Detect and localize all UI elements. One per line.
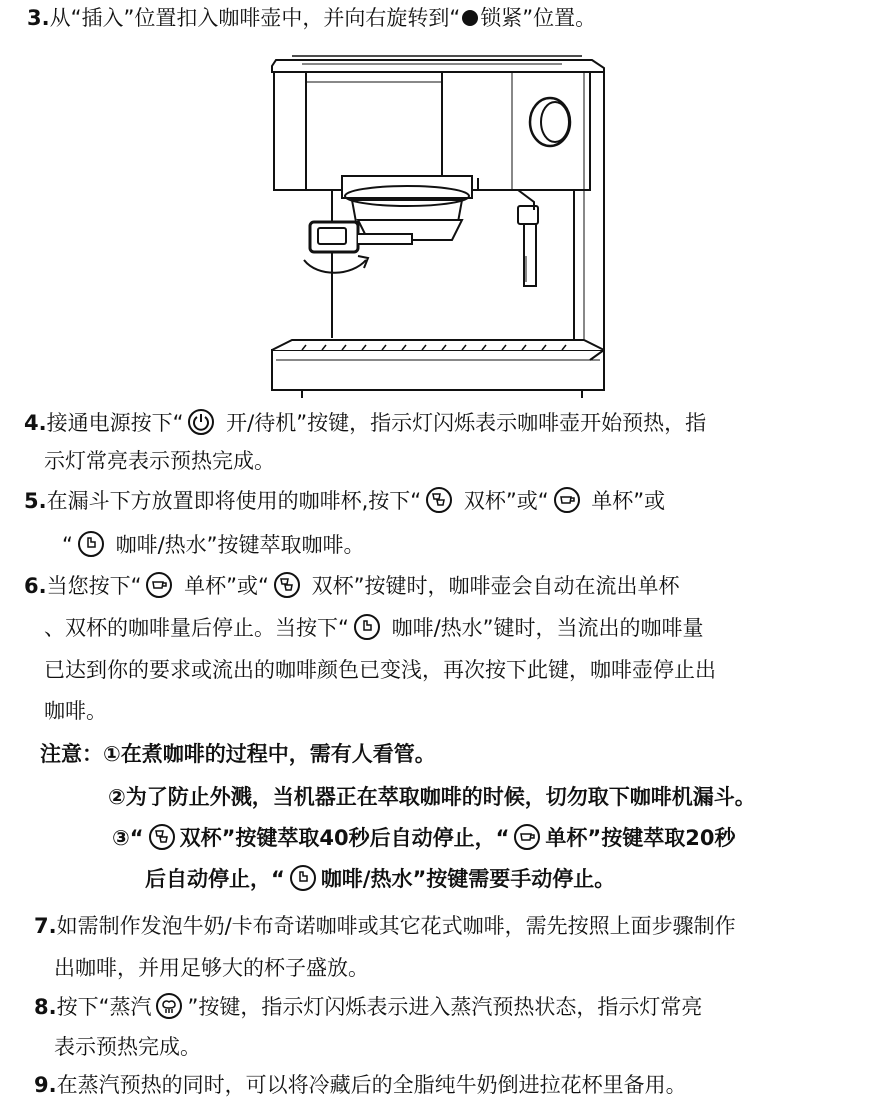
step-5-text-c: 单杯”或 xyxy=(584,489,666,513)
step-7-line-1 xyxy=(34,912,736,940)
step-5-line-1 xyxy=(24,486,665,514)
step-6-text-b: 单杯”或“ xyxy=(177,574,269,598)
step-3 xyxy=(27,4,596,32)
step-4-text-b: 开/待机”按键，指示灯闪烁表示咖啡壶开始预热，指 xyxy=(219,411,707,435)
step-4-number: 4. xyxy=(24,411,47,435)
step-9-text-a: 在蒸汽预热的同时，可以将冷藏后的全脂纯牛奶倒进拉花杯里备用。 xyxy=(56,1073,687,1097)
step-7-line-2 xyxy=(54,954,369,982)
double-cup-icon xyxy=(425,486,453,514)
step-4-text-c: 示灯常亮表示预热完成。 xyxy=(44,449,275,473)
step-4-line-1 xyxy=(24,408,706,436)
step-4-text-a: 接通电源按下“ xyxy=(46,411,184,435)
step-5-number: 5. xyxy=(24,489,47,513)
step-6-text-g: 咖啡。 xyxy=(44,699,107,723)
step-7-text-a: 如需制作发泡牛奶/卡布奇诺咖啡或其它花式咖啡，需先按照上面步骤制作 xyxy=(56,914,736,938)
step-8-text-b: ”按键，指示灯闪烁表示进入蒸汽预热状态，指示灯常亮 xyxy=(187,995,703,1019)
step-4-line-2 xyxy=(44,447,275,475)
note-item-3a: ③“ xyxy=(112,826,144,850)
single-cup-icon xyxy=(145,571,173,599)
single-cup-icon xyxy=(553,486,581,514)
lock-dot-icon xyxy=(462,10,478,26)
step-8-line-1 xyxy=(34,992,702,1020)
note-line-3 xyxy=(112,823,735,851)
step-7-text-b: 出咖啡，并用足够大的杯子盛放。 xyxy=(54,956,369,980)
step-3-number: 3. xyxy=(27,6,50,30)
step-6-text-a: 当您按下“ xyxy=(46,574,142,598)
note-item-3c: 单杯”按键萃取20秒 xyxy=(545,826,736,850)
step-6-text-f: 已达到你的要求或流出的咖啡颜色已变浅，再次按下此键，咖啡壶停止出 xyxy=(44,658,716,682)
note-line-2 xyxy=(108,783,756,811)
note-item-2: ②为了防止外溅，当机器正在萃取咖啡的时候，切勿取下咖啡机漏斗。 xyxy=(108,785,756,809)
power-icon xyxy=(187,408,215,436)
note-line-4 xyxy=(145,864,615,892)
note-item-3b: 双杯”按键萃取40秒后自动停止，“ xyxy=(179,826,510,850)
step-5-text-a: 在漏斗下方放置即将使用的咖啡杯,按下“ xyxy=(46,489,422,513)
step-5-text-b: 双杯”或“ xyxy=(457,489,549,513)
steam-icon xyxy=(155,992,183,1020)
hot-water-icon xyxy=(353,613,381,641)
step-8-line-2 xyxy=(54,1033,201,1061)
step-6-text-e: 咖啡/热水”键时，当流出的咖啡量 xyxy=(384,616,704,640)
step-6-line-3 xyxy=(44,656,716,684)
step-5-text-e: 咖啡/热水”按键萃取咖啡。 xyxy=(108,533,365,557)
double-cup-icon xyxy=(273,571,301,599)
step-5-line-2 xyxy=(62,530,365,558)
step-5-text-d: “ xyxy=(62,533,73,557)
espresso-machine-illustration xyxy=(262,50,608,406)
step-6-line-2 xyxy=(44,613,704,641)
step-6-line-4 xyxy=(44,697,107,725)
step-9-line-1 xyxy=(34,1071,687,1099)
step-3-text-b: 锁紧”位置。 xyxy=(480,6,597,30)
step-8-text-c: 表示预热完成。 xyxy=(54,1035,201,1059)
step-6-text-d: 、双杯的咖啡量后停止。当按下“ xyxy=(44,616,349,640)
step-8-text-a: 按下“蒸汽 xyxy=(56,995,152,1019)
step-6-number: 6. xyxy=(24,574,47,598)
step-6-text-c: 双杯”按键时，咖啡壶会自动在流出单杯 xyxy=(304,574,680,598)
double-cup-icon xyxy=(148,823,176,851)
hot-water-icon xyxy=(289,864,317,892)
note-label: 注意： xyxy=(40,742,103,766)
step-9-number: 9. xyxy=(34,1073,57,1097)
step-8-number: 8. xyxy=(34,995,57,1019)
step-7-number: 7. xyxy=(34,914,57,938)
step-6-line-1 xyxy=(24,571,679,599)
single-cup-icon xyxy=(513,823,541,851)
step-3-text-a: 从“插入”位置扣入咖啡壶中，并向右旋转到“ xyxy=(49,6,461,30)
note-item-3d: 后自动停止，“ xyxy=(145,867,285,891)
note-item-3e: 咖啡/热水”按键需要手动停止。 xyxy=(320,867,616,891)
note-line-1 xyxy=(40,740,436,768)
hot-water-icon xyxy=(77,530,105,558)
note-item-1: ①在煮咖啡的过程中，需有人看管。 xyxy=(103,742,436,766)
